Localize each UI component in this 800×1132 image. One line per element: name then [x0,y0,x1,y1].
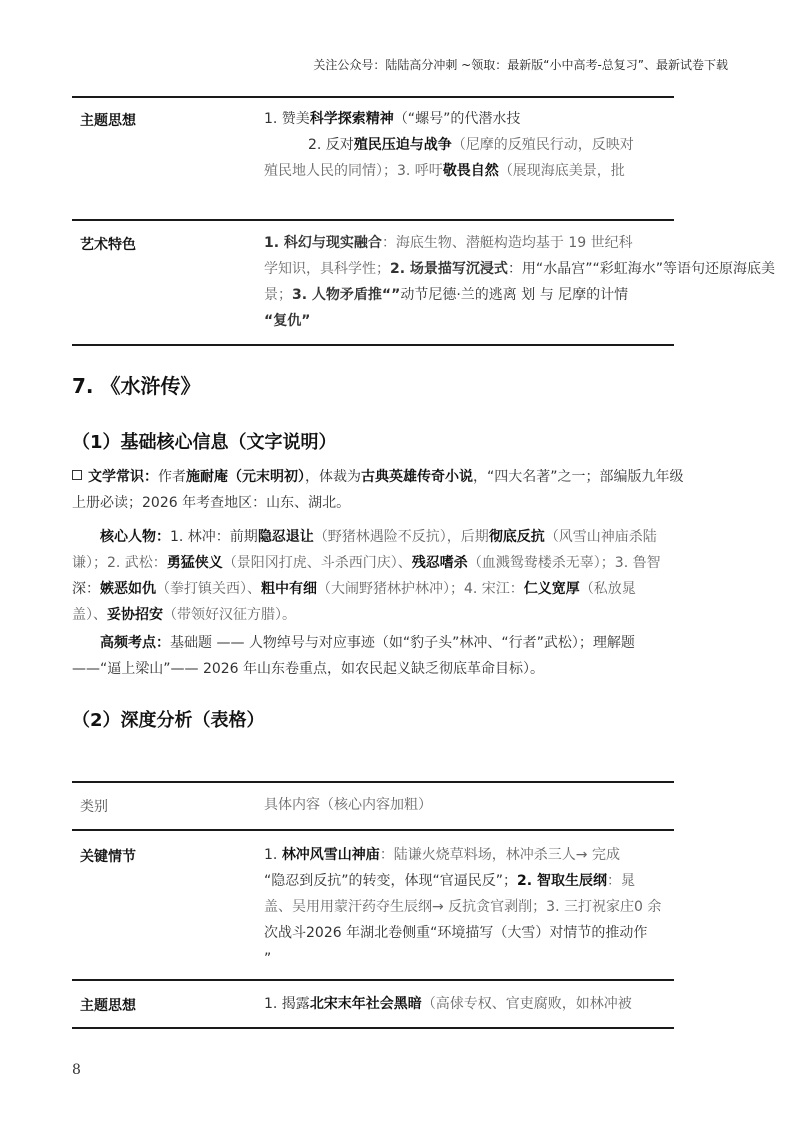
table2-rule-top [72,781,674,783]
literature-paragraph: 文学常识：作者施耐庵（元末明初），体裁为古典英雄传奇小说，“四大名著”之一；部编版九年级 上册必读；2026 年考查地区：山东、湖北。 [72,469,684,511]
table2-rule-mid [72,979,674,981]
table-rule-bottom [72,344,674,346]
row-label-plot: 关键情节 [80,849,136,865]
row-content-theme2: 1. 揭露北宋末年社会黑暗（高俅专权、官吏腐败，如林冲被 [264,996,632,1012]
row-content-plot: 1. 林冲风雪山神庙：陆谦火烧草料场，林冲杀三人→ 完成 “隐忍到反抗”的转变，体现“官逼民反”；2. 智取生辰纲：晁 盖、吴用用蒙汗药夺生辰纲→ 反抗贪官剥削；3. 三打祝家庄0 余 次战斗2026 年湖北卷侧重“环境描写（大雪）对情节的推动作 ” [264,847,662,967]
row-label-art: 艺术特色 [80,237,136,253]
table-rule [72,219,674,221]
row-label-theme2: 主题思想 [80,998,136,1014]
page-number: 8 [72,1062,81,1078]
characters-paragraph: 核心人物：1. 林冲：前期隐忍退让（野猪林遇险不反抗），后期彻底反抗（风雪山神庙杀陆 谦）；2. 武松：勇猛侠义（景阳冈打虎、斗杀西门庆）、残忍嗜杀（血溅鸳鸯楼杀无辜）；3. 鲁智 深：嫉恶如仇（拳打镇关西）、粗中有细（大闹野猪林护林冲）；4. 宋江：仁义宽厚（私放晁 盖）、妥协招安（带领好汉征方腊）。 [72,529,661,623]
keypoints-paragraph: 高频考点：基础题 —— 人物绰号与对应事迹（如“豹子头”林冲、“行者”武松）；理解题 ——“逼上梁山”—— 2026 年山东卷重点，如农民起义缺乏彻底革命目标）。 [72,635,635,677]
page-header: 关注公众号：陆陆高分冲刺 ~领取：最新版“小中高考-总复习”、最新试卷下载 [313,58,728,72]
row-label-theme: 主题思想 [80,113,136,129]
table2-header-content: 具体内容（核心内容加粗） [264,797,432,813]
table2-rule-bottom [72,1027,674,1029]
row-content-theme: 1. 赞美科学探索精神（“螺号”的代潜水技 2. 反对殖民压迫与战争（尼摩的反殖民行动，反映对 殖民地人民的同情）；3. 呼吁敬畏自然（展现海底美景，批 [264,111,634,179]
table-rule-top [72,96,674,98]
table2-rule [72,829,674,831]
section-title: 7. 《水浒传》 [72,374,201,398]
bullet-icon [72,470,82,480]
subsection-title-basic: （1）基础核心信息（文字说明） [72,432,337,453]
table2-header-category: 类别 [80,799,108,815]
subsection-title-analysis: （2）深度分析（表格） [72,710,265,731]
row-content-art: 1. 科幻与现实融合：海底生物、潜艇构造均基于 19 世纪科 学知识，具科学性；2. 场景描写沉浸式：用“水晶宫”“彩虹海水”等语句还原海底美 景；3. 人物矛盾推“”动节尼德·兰的逃离 划 与 尼摩的计情 “复仇” [264,235,775,329]
